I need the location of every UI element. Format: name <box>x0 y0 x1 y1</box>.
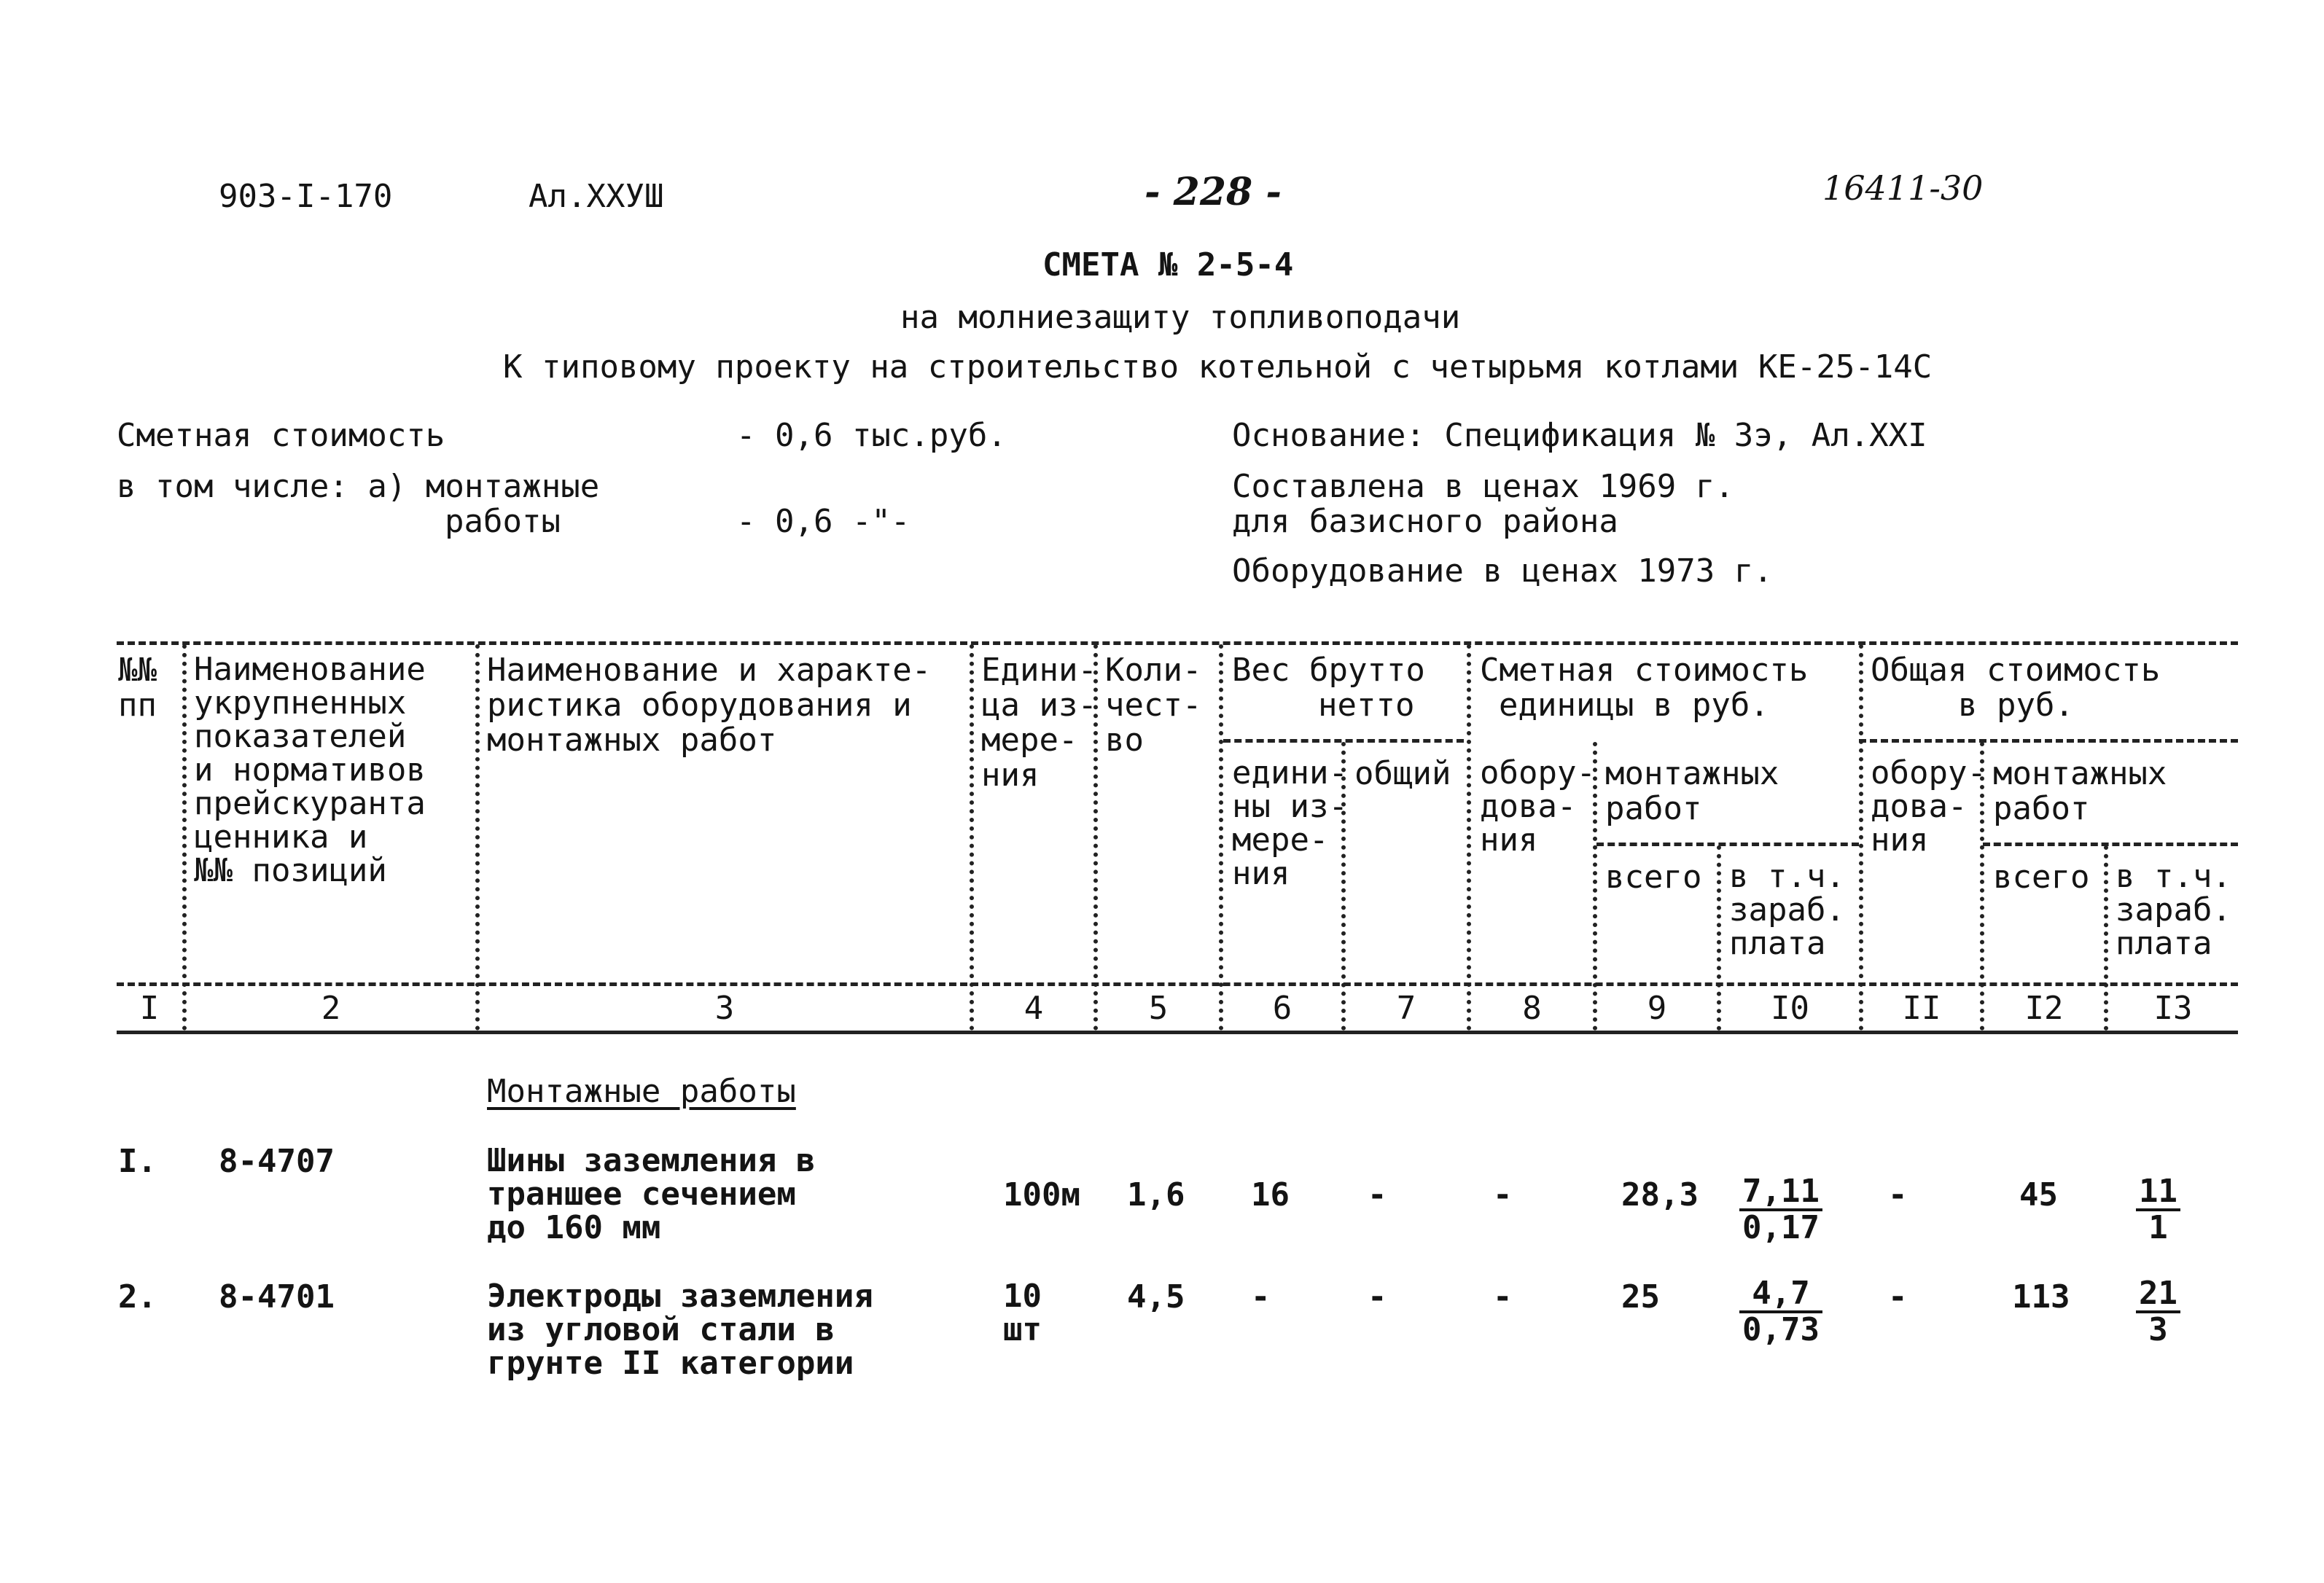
inventory-number: 16411-30 <box>1822 168 1984 208</box>
col-divider-5 <box>1219 644 1223 1031</box>
row-code: 8-4707 <box>219 1143 335 1180</box>
total-mont-sub-rule <box>1983 843 2238 846</box>
row-quantity: 1,6 <box>1127 1176 1185 1213</box>
row-weight-unit: - <box>1251 1278 1271 1316</box>
including-value: - 0,6 -"- <box>736 503 911 540</box>
header-col-6: едини- ны из- мере- ния <box>1232 754 1348 892</box>
column-number: I2 <box>2024 990 2064 1027</box>
row-weight-total: - <box>1368 1176 1387 1213</box>
column-numbers-rule <box>117 1031 2238 1034</box>
header-weight-net: нетто <box>1318 687 1415 724</box>
col-divider-7 <box>1467 644 1471 1031</box>
header-col-13: в т.ч. зараб. плата <box>2116 858 2231 962</box>
column-number: I <box>139 990 160 1027</box>
row-total-wage: $\frac{21}{3}$ <box>2136 1277 2180 1347</box>
header-total-mont: монтажных работ <box>1993 755 2167 827</box>
column-number: 5 <box>1148 990 1169 1027</box>
header-col-1: №№ пп <box>118 652 157 724</box>
col-divider-2 <box>475 644 480 1031</box>
estimate-title: СМЕТА № 2-5-4 <box>1042 246 1294 284</box>
column-number: I0 <box>1771 990 1809 1027</box>
row-number: I. <box>118 1143 157 1180</box>
column-number: 7 <box>1396 990 1416 1027</box>
header-total-cost: Общая стоимость в руб. <box>1871 652 2161 724</box>
header-col-2: Наименование укрупненных показателей и нормативов прейскуранта ценника и №№ позиций <box>194 651 426 889</box>
row-unit: 100м <box>1003 1176 1080 1213</box>
header-bottom-rule <box>117 982 2238 986</box>
total-sub-rule <box>1859 739 2238 743</box>
column-number: 9 <box>1647 990 1667 1027</box>
row-mont-wage: $\frac{4,7}{0,73}$ <box>1739 1277 1822 1347</box>
header-col-11: обору- дова- ния <box>1871 754 1986 859</box>
col-divider-10 <box>1859 644 1863 1031</box>
row-total-wage: $\frac{11}{1}$ <box>2136 1175 2180 1245</box>
row-total-equip: - <box>1888 1278 1908 1316</box>
album-number: Ал.XXУШ <box>529 178 664 215</box>
row-equip-unit: - <box>1493 1278 1513 1316</box>
row-equip-unit: - <box>1493 1176 1513 1213</box>
including-label: в том числе: а) монтажные <box>117 468 600 505</box>
base-region-text: для базисного района <box>1232 503 1618 540</box>
column-number: 8 <box>1522 990 1542 1027</box>
row-weight-total: - <box>1368 1278 1387 1316</box>
column-number: 2 <box>321 990 341 1027</box>
estimate-subject: на молниезащиту топливоподачи <box>900 299 1461 336</box>
doc-code: 903-I-170 <box>219 178 393 215</box>
estimated-cost-label: Сметная стоимость <box>117 417 445 454</box>
row-code: 8-4701 <box>219 1278 335 1316</box>
row-mont-wage: $\frac{7,11}{0,17}$ <box>1739 1175 1822 1245</box>
header-col-9: всего <box>1605 859 1702 896</box>
col-divider-1 <box>182 644 187 1031</box>
header-col-5: Коли- чест- во <box>1105 652 1202 759</box>
row-quantity: 4,5 <box>1127 1278 1185 1316</box>
project-reference: К типовому проекту на строительство котельной с четырьмя котлами КЕ-25-14С <box>503 348 1933 386</box>
header-col-4: Едини- ца из- мере- ния <box>981 652 1097 794</box>
row-unit: 10 шт <box>1003 1278 1042 1348</box>
price-level-text: Составлена в ценах 1969 г. <box>1232 468 1734 505</box>
column-number: II <box>1902 990 1941 1027</box>
row-weight-unit: 16 <box>1251 1176 1290 1213</box>
row-total-mont: 45 <box>2019 1176 2058 1213</box>
header-col-3: Наименование и характе- ристика оборудования и монтажных работ <box>487 652 932 759</box>
table-top-rule <box>117 641 2238 645</box>
row-mont-all: 28,3 <box>1621 1176 1699 1213</box>
header-col-7: общий <box>1354 755 1451 792</box>
row-number: 2. <box>118 1278 157 1316</box>
basis-text: Основание: Спецификация № 3э, Ал.XXI <box>1232 417 1927 454</box>
estimated-cost-value: - 0,6 тыс.руб. <box>736 417 1007 454</box>
column-number: 6 <box>1272 990 1292 1027</box>
column-number: 4 <box>1023 990 1044 1027</box>
row-total-equip: - <box>1888 1176 1908 1213</box>
unit-mont-sub-rule <box>1596 843 1859 846</box>
row-total-mont: 113 <box>2012 1278 2070 1316</box>
header-weight-gross: Вес брутто <box>1232 652 1425 689</box>
row-mont-all: 25 <box>1621 1278 1660 1316</box>
including-label-works: работы <box>445 503 561 540</box>
section-title: Монтажные работы <box>487 1073 796 1110</box>
header-col-12: всего <box>1993 859 2090 896</box>
row-name: Шины заземления в траншее сечением до 160 мм <box>487 1142 816 1246</box>
column-number: 3 <box>714 990 735 1027</box>
header-unit-mont: монтажных работ <box>1605 755 1779 827</box>
header-col-10: в т.ч. зараб. плата <box>1729 858 1845 962</box>
column-number: I3 <box>2153 990 2193 1027</box>
page-number: - 228 - <box>1145 170 1282 214</box>
equipment-price-text: Оборудование в ценах 1973 г. <box>1232 552 1773 590</box>
row-name: Электроды заземления из угловой стали в грунте II категории <box>487 1278 873 1382</box>
header-col-8: обору- дова- ния <box>1480 754 1596 859</box>
col-divider-3 <box>970 644 974 1031</box>
header-unit-cost: Сметная стоимость единицы в руб. <box>1480 652 1809 724</box>
